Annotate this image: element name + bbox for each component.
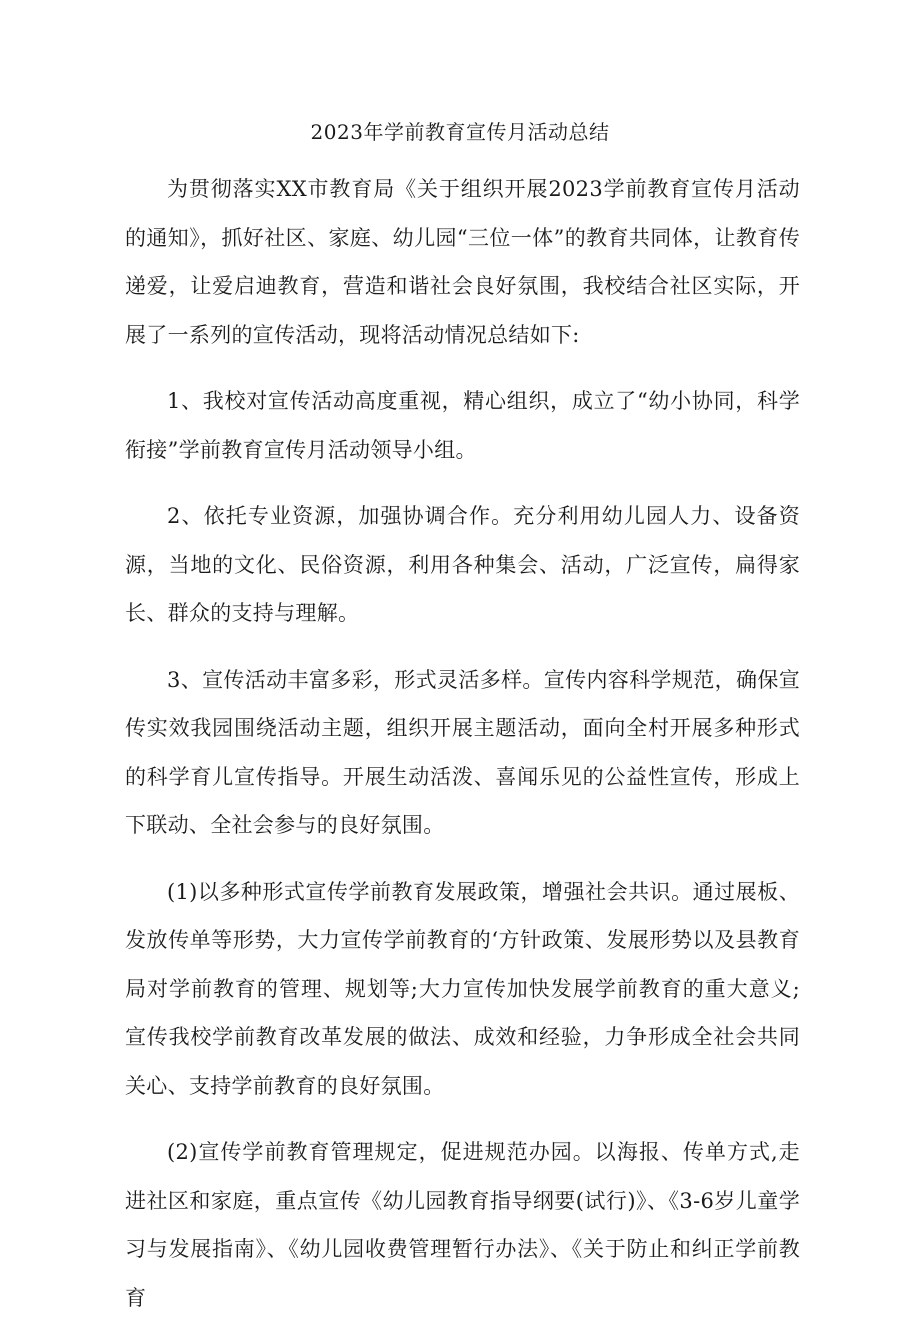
paragraph-2: 2、依托专业资源，加强协调合作。充分利用幼儿园人力、设备资源，当地的文化、民俗资源，利用各种集会、活动，广泛宣传，扁得家长、群众的支持与理解。	[125, 504, 800, 625]
paragraph-3-1: (1)以多种形式宣传学前教育发展政策，增强社会共识。通过展板、发放传单等形势，大力宣传学前教育的‘方针政策、发展形势以及县教育局对学前教育的管理、规划等;大力宣传加快发展学前教育的重大意义;宣传我校学前教育改革发展的做法、成效和经验，力争形成全社会共同关心、支持学前教育的良好氛围。	[125, 879, 800, 1098]
document-title: 2023年学前教育宣传月活动总结	[310, 120, 610, 144]
paragraph-3-2: (2)宣传学前教育管理规定，促进规范办园。以海报、传单方式,走进社区和家庭，重点宣传《幼儿园教育指导纲要(试行)》、《3-6岁儿童学习与发展指南》、《幼儿园收费管理暂行办法》、《关于防止和纠正学前教育	[125, 1140, 800, 1310]
paragraph-intro: 为贯彻落实XX市教育局《关于组织开展2023学前教育宣传月活动的通知》，抓好社区、家庭、幼儿园“三位一体”的教育共同体，让教育传递爱，让爱启迪教育，营造和谐社会良好氛围，我校结合社区实际，开展了一系列的宣传活动，现将活动情况总结如下:	[125, 177, 800, 347]
paragraph-1: 1、我校对宣传活动高度重视，精心组织，成立了“幼小协同，科学衔接”学前教育宣传月活动领导小组。	[125, 389, 800, 462]
paragraph-3: 3、宣传活动丰富多彩，形式灵活多样。宣传内容科学规范，确保宣传实效我园围绕活动主题，组织开展主题活动，面向全村开展多种形式的科学育儿宣传指导。开展生动活泼、喜闻乐见的公益性宣传，形成上下联动、全社会参与的良好氛围。	[125, 667, 800, 837]
document-body	[125, 165, 800, 1340]
